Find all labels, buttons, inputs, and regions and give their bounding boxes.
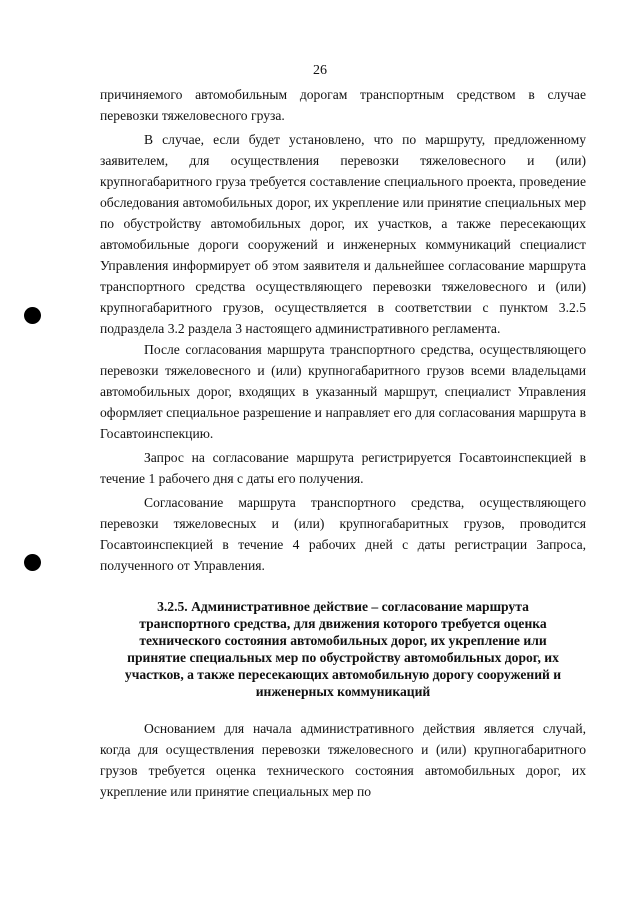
paragraph-route-approval: Согласование маршрута транспортного средства, осуществляющего перевозки тяжеловесных и (или) крупногабаритных грузов, проводится Госавтоинспекцией в течение 4 рабочих дней с даты регистрации Запроса, полученного от Управления.	[100, 495, 586, 573]
binder-hole-lower	[24, 554, 41, 571]
binder-hole-upper	[24, 307, 41, 324]
paragraph-continuation: причиняемого автомобильным дорогам транспортным средством в случае перевозки тяжеловесного груза.	[100, 87, 586, 123]
paragraph-route-project: В случае, если будет установлено, что по маршруту, предложенному заявителем, для осуществления перевозки тяжеловесного и (или) крупногабаритного груза требуется составление специального проекта, проведение обследования автомобильных дорог, их укрепление или принятие специальных мер по обустройству автомобильных дорог, их участков, а также пересекающих автомобильные дороги сооружений и инженерных коммуникаций специалист Управления информирует об этом заявителя и дальнейшее согласование маршрута транспортного средства осуществляющего перевозки тяжеловесного и (или) крупногабаритного грузов, осуществляется в соответствии с пунктом 3.2.5 подраздела 3.2 раздела 3 настоящего административного регламента.	[100, 132, 586, 336]
paragraph-basis: Основанием для начала административного действия является случай, когда для осуществления перевозки тяжеловесного и (или) крупногабаритного грузов требуется оценка технического состояния автомобильных дорог, их укрепление или принятие специальных мер по	[100, 721, 586, 799]
document-body	[100, 84, 586, 802]
section-heading-3-2-5: 3.2.5. Административное действие – согласование маршрута транспортного средства, для движения которого требуется оценка технического состояния автомобильных дорог, их укрепление или принятие специальных мер по обустройству автомобильных дорог, их участков, а также пересекающих автомобильную дорогу сооружений и инженерных коммуникаций	[124, 599, 562, 699]
paragraph-request-registration: Запрос на согласование маршрута регистрируется Госавтоинспекцией в течение 1 рабочего дня с даты его получения.	[100, 450, 586, 486]
paragraph-after-approval: После согласования маршрута транспортного средства, осуществляющего перевозки тяжеловесного и (или) крупногабаритного грузов всеми владельцами автомобильных дорог, входящих в указанный маршрут, специалист Управления оформляет специальное разрешение и направляет его для согласования маршрута в Госавтоинспекцию.	[100, 342, 586, 441]
page-number: 26	[313, 63, 327, 78]
